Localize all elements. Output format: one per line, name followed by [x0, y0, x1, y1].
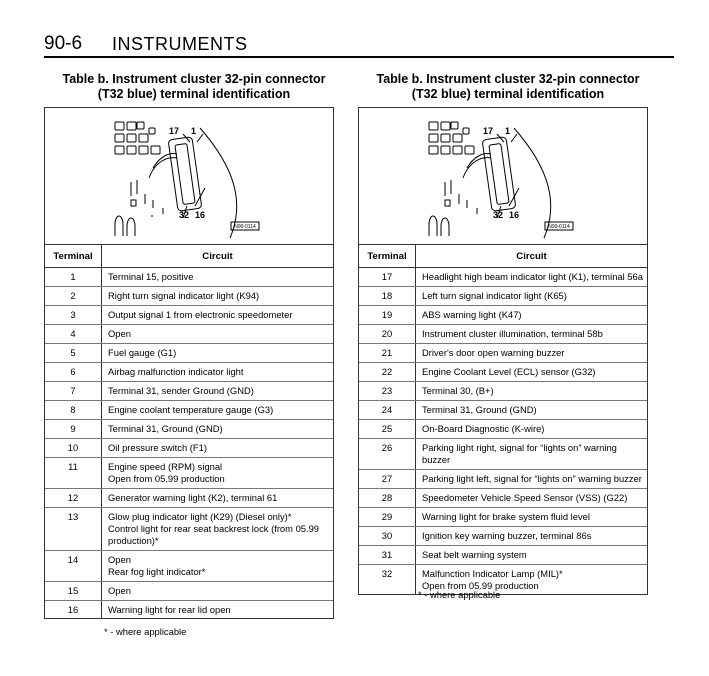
terminal-number: 2: [45, 287, 102, 306]
circuit-description: [416, 489, 648, 508]
terminal-number: 14: [45, 551, 102, 582]
table-row: [45, 363, 333, 382]
circuit-line: Generator warning light (K2), terminal 61: [108, 492, 278, 503]
circuit-description: [416, 325, 648, 344]
left-note: * - where applicable: [104, 626, 187, 637]
terminal-number: 31: [359, 546, 416, 565]
circuit-description: [102, 268, 334, 287]
circuit-line: Engine speed (RPM) signal: [108, 461, 223, 472]
terminal-number: 13: [45, 508, 102, 551]
circuit-line: Open: [108, 328, 131, 339]
circuit-description: [416, 546, 648, 565]
table-row: [359, 439, 647, 470]
circuit-description: [416, 363, 648, 382]
table-row: [45, 508, 333, 551]
right-title-line1: Table b. Instrument cluster 32-pin connector: [376, 72, 640, 86]
circuit-line: Driver's door open warning buzzer: [422, 347, 565, 358]
svg-text:32: 32: [179, 210, 190, 220]
svg-text:32: 32: [493, 210, 504, 220]
circuit-description: [416, 439, 648, 470]
terminal-number: 20: [359, 325, 416, 344]
circuit-line: Ignition key warning buzzer, terminal 86s: [422, 530, 592, 541]
circuit-line: Terminal 31, sender Ground (GND): [108, 385, 254, 396]
circuit-line: Engine Coolant Level (ECL) sensor (G32): [422, 366, 596, 377]
circuit-line: Glow plug indicator light (K29) (Diesel only)*: [108, 511, 292, 522]
right-terminal-table: [358, 107, 648, 595]
circuit-description: [102, 401, 334, 420]
col-terminal: Terminal: [45, 245, 102, 268]
terminal-number: 15: [45, 582, 102, 601]
svg-text:17: 17: [483, 126, 494, 136]
terminal-number: 28: [359, 489, 416, 508]
circuit-line: Terminal 15, positive: [108, 271, 194, 282]
terminal-number: 27: [359, 470, 416, 489]
circuit-description: [416, 527, 648, 546]
circuit-description: [102, 601, 334, 620]
right-note: * - where applicable: [418, 589, 501, 600]
circuit-description: [102, 306, 334, 325]
circuit-line: Open: [108, 585, 131, 596]
circuit-description: [416, 401, 648, 420]
table-row: [359, 268, 647, 287]
terminal-number: 16: [45, 601, 102, 620]
circuit-line: Left turn signal indicator light (K65): [422, 290, 567, 301]
circuit-description: [102, 287, 334, 306]
left-title-line2: (T32 blue) terminal identification: [97, 87, 291, 101]
table-row: [359, 546, 647, 565]
circuit-line: Output signal 1 from electronic speedometer: [108, 309, 293, 320]
table-row: [45, 458, 333, 489]
table-row: [45, 325, 333, 344]
svg-text:17: 17: [169, 126, 180, 136]
page-header: [44, 33, 672, 55]
table-row: [359, 508, 647, 527]
table-row: [45, 287, 333, 306]
circuit-line: Malfunction Indicator Lamp (MIL)*: [422, 568, 563, 579]
terminal-number: 24: [359, 401, 416, 420]
table-row: [359, 489, 647, 508]
connector-diagram-graphic: [359, 108, 647, 244]
circuit-line: Right turn signal indicator light (K94): [108, 290, 260, 301]
circuit-line: Headlight high beam indicator light (K1), terminal 56a: [422, 271, 643, 282]
circuit-line: Oil pressure switch (F1): [108, 442, 207, 453]
circuit-line: Warning light for rear lid open: [108, 604, 231, 615]
col-terminal: Terminal: [359, 245, 416, 268]
table-row: [45, 439, 333, 458]
right-title-line2: (T32 blue) terminal identification: [411, 87, 605, 101]
circuit-description: [416, 470, 648, 489]
left-terminal-table: [44, 107, 334, 619]
svg-text:1: 1: [191, 126, 197, 136]
terminal-number: 6: [45, 363, 102, 382]
table-row: [359, 565, 647, 596]
table-row: [359, 382, 647, 401]
svg-text:N90-0114: N90-0114: [548, 224, 570, 230]
col-circuit: Circuit: [416, 245, 648, 268]
connector-diagram-graphic: [45, 108, 333, 244]
svg-text:16: 16: [509, 210, 520, 220]
circuit-description: [416, 344, 648, 363]
circuit-line: Speedometer Vehicle Speed Sensor (VSS) (G22): [422, 492, 628, 503]
right-table-title: [358, 72, 658, 102]
terminal-number: 29: [359, 508, 416, 527]
terminal-number: 23: [359, 382, 416, 401]
table-row: [359, 344, 647, 363]
circuit-line: Terminal 31, Ground (GND): [108, 423, 223, 434]
circuit-line: ABS warning light (K47): [422, 309, 522, 320]
terminal-number: 10: [45, 439, 102, 458]
circuit-description: [102, 420, 334, 439]
table-row: [45, 344, 333, 363]
table-row: [45, 382, 333, 401]
circuit-line-secondary: Open from 05.99 production: [422, 580, 539, 591]
circuit-line-secondary: Control light for rear seat backrest lock (from 05.99 production)*: [108, 523, 320, 546]
table-row: [359, 363, 647, 382]
connector-diagram: [359, 108, 647, 245]
table-row: [45, 582, 333, 601]
terminal-number: 18: [359, 287, 416, 306]
circuit-line: Engine coolant temperature gauge (G3): [108, 404, 274, 415]
table-row: [359, 470, 647, 489]
page-number: 90-6: [44, 33, 83, 54]
circuit-description: [416, 508, 648, 527]
circuit-description: [102, 458, 334, 489]
connector-diagram: [45, 108, 333, 245]
circuit-description: [102, 582, 334, 601]
table-row: [359, 325, 647, 344]
table-row: [45, 551, 333, 582]
terminal-number: 7: [45, 382, 102, 401]
left-title-line1: Table b. Instrument cluster 32-pin connector: [62, 72, 326, 86]
circuit-description: [102, 508, 334, 551]
circuit-line: On-Board Diagnostic (K-wire): [422, 423, 545, 434]
table-row: [359, 420, 647, 439]
table-row: [359, 287, 647, 306]
terminal-number: 8: [45, 401, 102, 420]
terminal-number: 4: [45, 325, 102, 344]
table-row: [45, 268, 333, 287]
circuit-description: [102, 344, 334, 363]
terminal-number: 19: [359, 306, 416, 325]
terminal-number: 11: [45, 458, 102, 489]
terminal-number: 9: [45, 420, 102, 439]
header-rule: [44, 56, 674, 58]
circuit-description: [416, 382, 648, 401]
left-rows: [45, 245, 333, 619]
circuit-line: Warning light for brake system fluid level: [422, 511, 590, 522]
terminal-number: 26: [359, 439, 416, 470]
circuit-line: Instrument cluster illumination, terminal 58b: [422, 328, 603, 339]
circuit-line: Parking light left, signal for “lights on” warning buzzer: [422, 473, 642, 484]
terminal-number: 32: [359, 565, 416, 596]
circuit-line: Terminal 30, (B+): [422, 385, 494, 396]
circuit-line: Open: [108, 554, 131, 565]
circuit-line: Parking light right, signal for “lights on” warning buzzer: [422, 442, 617, 465]
circuit-description: [416, 420, 648, 439]
circuit-line: Terminal 31, Ground (GND): [422, 404, 537, 415]
terminal-number: 17: [359, 268, 416, 287]
table-row: [45, 306, 333, 325]
terminal-number: 25: [359, 420, 416, 439]
section-title: INSTRUMENTS: [112, 34, 248, 54]
circuit-description: [102, 551, 334, 582]
table-row: [45, 401, 333, 420]
terminal-number: 12: [45, 489, 102, 508]
circuit-line-secondary: Rear fog light indicator*: [108, 566, 206, 577]
left-table-title: [44, 72, 344, 102]
circuit-line-secondary: Open from 05.99 production: [108, 473, 225, 484]
table-row: [45, 489, 333, 508]
circuit-description: [102, 325, 334, 344]
terminal-number: 5: [45, 344, 102, 363]
circuit-line: Fuel gauge (G1): [108, 347, 177, 358]
circuit-description: [416, 287, 648, 306]
circuit-line: Seat belt warning system: [422, 549, 527, 560]
terminal-number: 1: [45, 268, 102, 287]
terminal-number: 21: [359, 344, 416, 363]
table-row: [45, 420, 333, 439]
table-row: [359, 401, 647, 420]
terminal-number: 22: [359, 363, 416, 382]
circuit-description: [102, 382, 334, 401]
terminal-number: 3: [45, 306, 102, 325]
col-circuit: Circuit: [102, 245, 334, 268]
circuit-description: [102, 439, 334, 458]
svg-text:16: 16: [195, 210, 206, 220]
table-row: [359, 306, 647, 325]
circuit-description: [102, 363, 334, 382]
circuit-description: [416, 268, 648, 287]
table-row: [45, 601, 333, 620]
svg-text:N90-0114: N90-0114: [234, 224, 256, 230]
terminal-number: 30: [359, 527, 416, 546]
circuit-description: [416, 306, 648, 325]
circuit-description: [102, 489, 334, 508]
svg-text:1: 1: [505, 126, 511, 136]
table-row: [359, 527, 647, 546]
right-rows: [359, 245, 647, 595]
circuit-line: Airbag malfunction indicator light: [108, 366, 244, 377]
